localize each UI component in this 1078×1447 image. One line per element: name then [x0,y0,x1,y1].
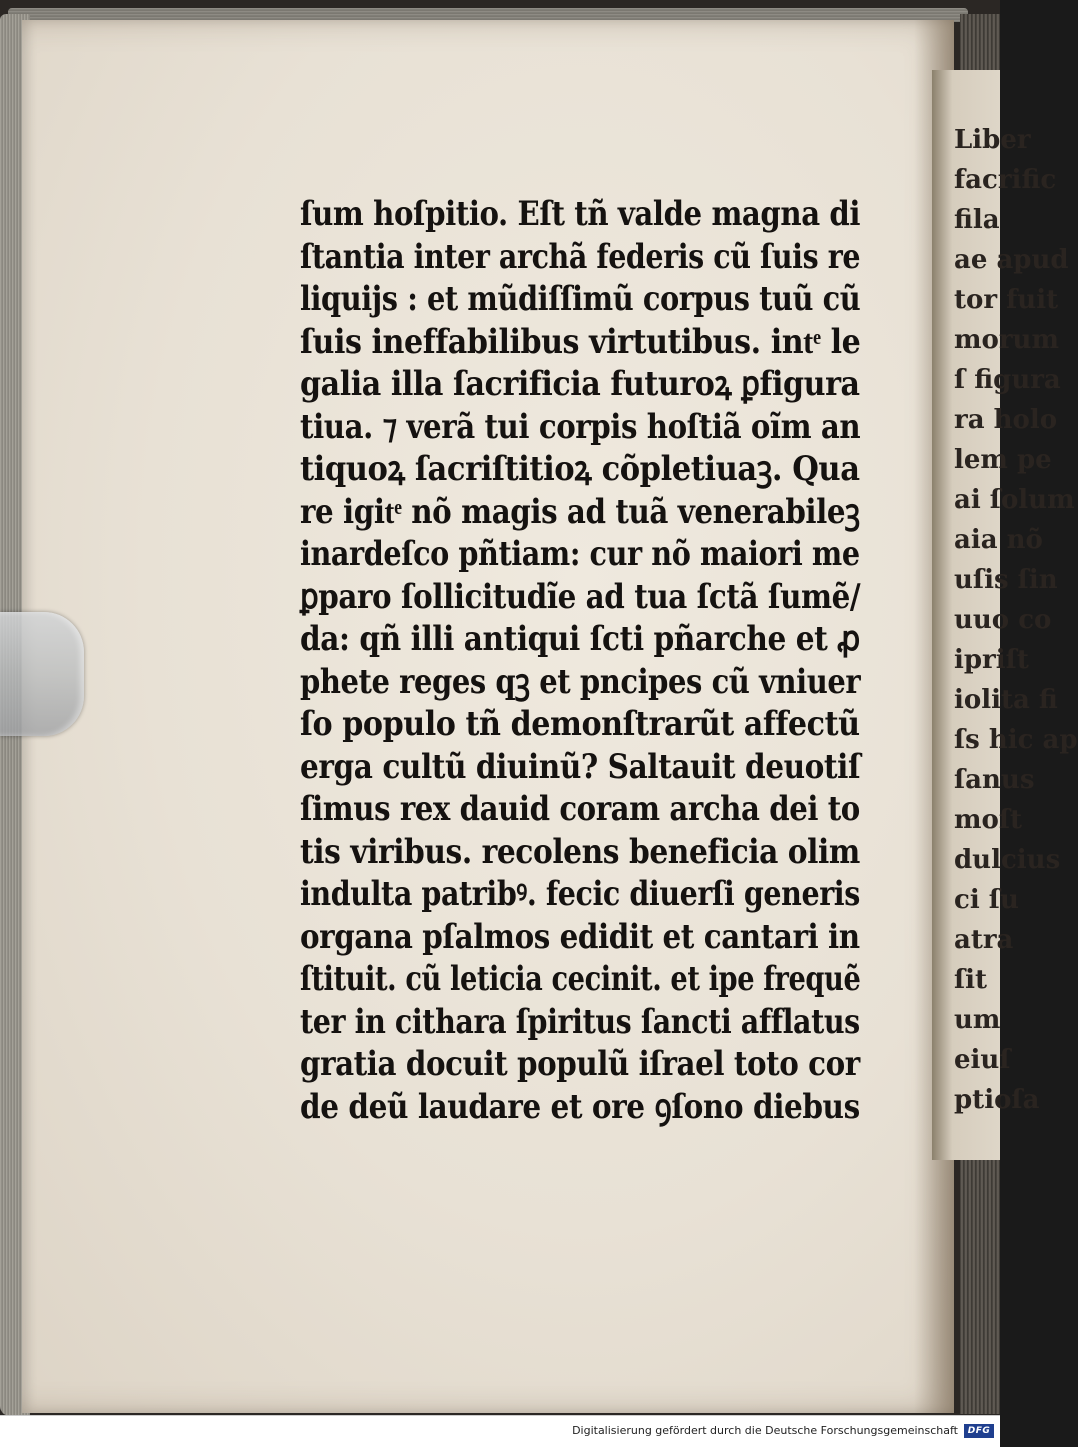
text-line: liquijs : et mũdiſſimũ corpus tuũ cũ [300,279,861,319]
text-line: ſtituit. cũ leticia cecinit. et ipe frequẽ [300,959,861,999]
facing-page-fragment: ae apud [954,245,1069,275]
facing-page-fragment: moſt [954,805,1023,835]
facing-page-sliver [932,70,1078,1160]
facing-page-fragment: iolita fi [954,685,1058,715]
facing-page-fragment: ſit [954,965,988,995]
text-line: indulta patribꝰ. fecic diuerſi generis [300,874,860,914]
text-line: da: qñ illi antiqui ſcti pñarche et ꝓ [300,619,860,659]
facing-page-fragment: dulcius [954,845,1061,875]
text-line: ꝑparo ſollicitudĩe ad tua ſctã ſumẽ/ [300,576,861,617]
facing-page-fragment: ra holo [954,405,1058,435]
funding-credit: Digitalisierung gefördert durch die Deutsche Forschungsgemeinschaft [572,1424,958,1437]
book-clip [0,612,84,736]
facing-page-fragment: facrific [954,165,1057,195]
facing-page-fragment: um [954,1005,1001,1035]
text-line: ſuis ineffabilibus virtutibus. intͤ le [300,321,861,362]
facing-page-fragment: morum [954,325,1059,355]
text-line: organa pſalmos edidit et cantari in [300,916,860,957]
facing-page-fragment: ſs hic ap [954,725,1078,755]
text-line: ſum hoſpitio. Eſt tñ valde magna di [300,194,861,234]
facing-page-fragment: ptioſa [954,1085,1040,1115]
text-line: tis viribus. recolens beneficia olim [300,831,860,872]
facing-page-fragment: uſis ſin [954,565,1058,595]
text-line: ter in cithara ſpiritus ſancti afflatus [300,1001,860,1042]
digitization-footer [0,1415,1000,1447]
text-line: tiua. ⁊ verã tui corpis hoſtiã oĩm an [300,406,861,447]
facing-page-fragment: ſ figura [954,365,1061,395]
facing-page-fragment: ipriſt [954,645,1029,675]
facing-page-fragment: atra [954,925,1014,955]
facing-page-fragment: ci ſu [954,885,1019,915]
main-text-block [300,190,900,1130]
text-line: ſimus rex dauid coram archa dei to [300,789,860,829]
facing-page-fragment: ai ſolum [954,485,1075,515]
dfg-logo: DFG [964,1424,994,1438]
facing-page-fragment: Liber [954,125,1031,155]
text-line: erga cultũ diuinũ? Saltauit deuotiſ [300,746,861,787]
text-line: gratia docuit populũ iſrael toto cor [300,1044,860,1084]
text-line: galia illa ſacrificia futuroꝝ ꝑfigura [300,364,860,404]
text-line: inardeſco pñtiam: cur nõ maiori me [300,534,860,574]
facing-page-fragment: uuo co [954,605,1052,635]
facing-page-fragment: ſanus [954,765,1035,795]
text-line: ſtantia inter archã federis cũ ſuis re [300,236,861,277]
facing-page-fragment: lem pe [954,445,1052,475]
text-line: phete reges qꝫ et pncipes cũ vniuer [300,661,861,702]
text-line: re igitͤ nõ magis ad tuã venerabileꝫ [300,491,860,532]
text-line: tiquoꝝ ſacriſtitioꝝ cõpletiuaꝫ. Qua [300,449,860,489]
facing-page-fragment: eiuſ [954,1045,1011,1075]
facing-page-fragment: fila [954,205,1000,235]
facing-page-fragment: tor fuit [954,285,1059,315]
text-line: ſo populo tñ demonſtrarũt affectũ [300,704,860,744]
text-line: de deũ laudare et ore ꝯſono diebus [300,1086,860,1127]
facing-page-fragment: aia nõ [954,525,1043,555]
